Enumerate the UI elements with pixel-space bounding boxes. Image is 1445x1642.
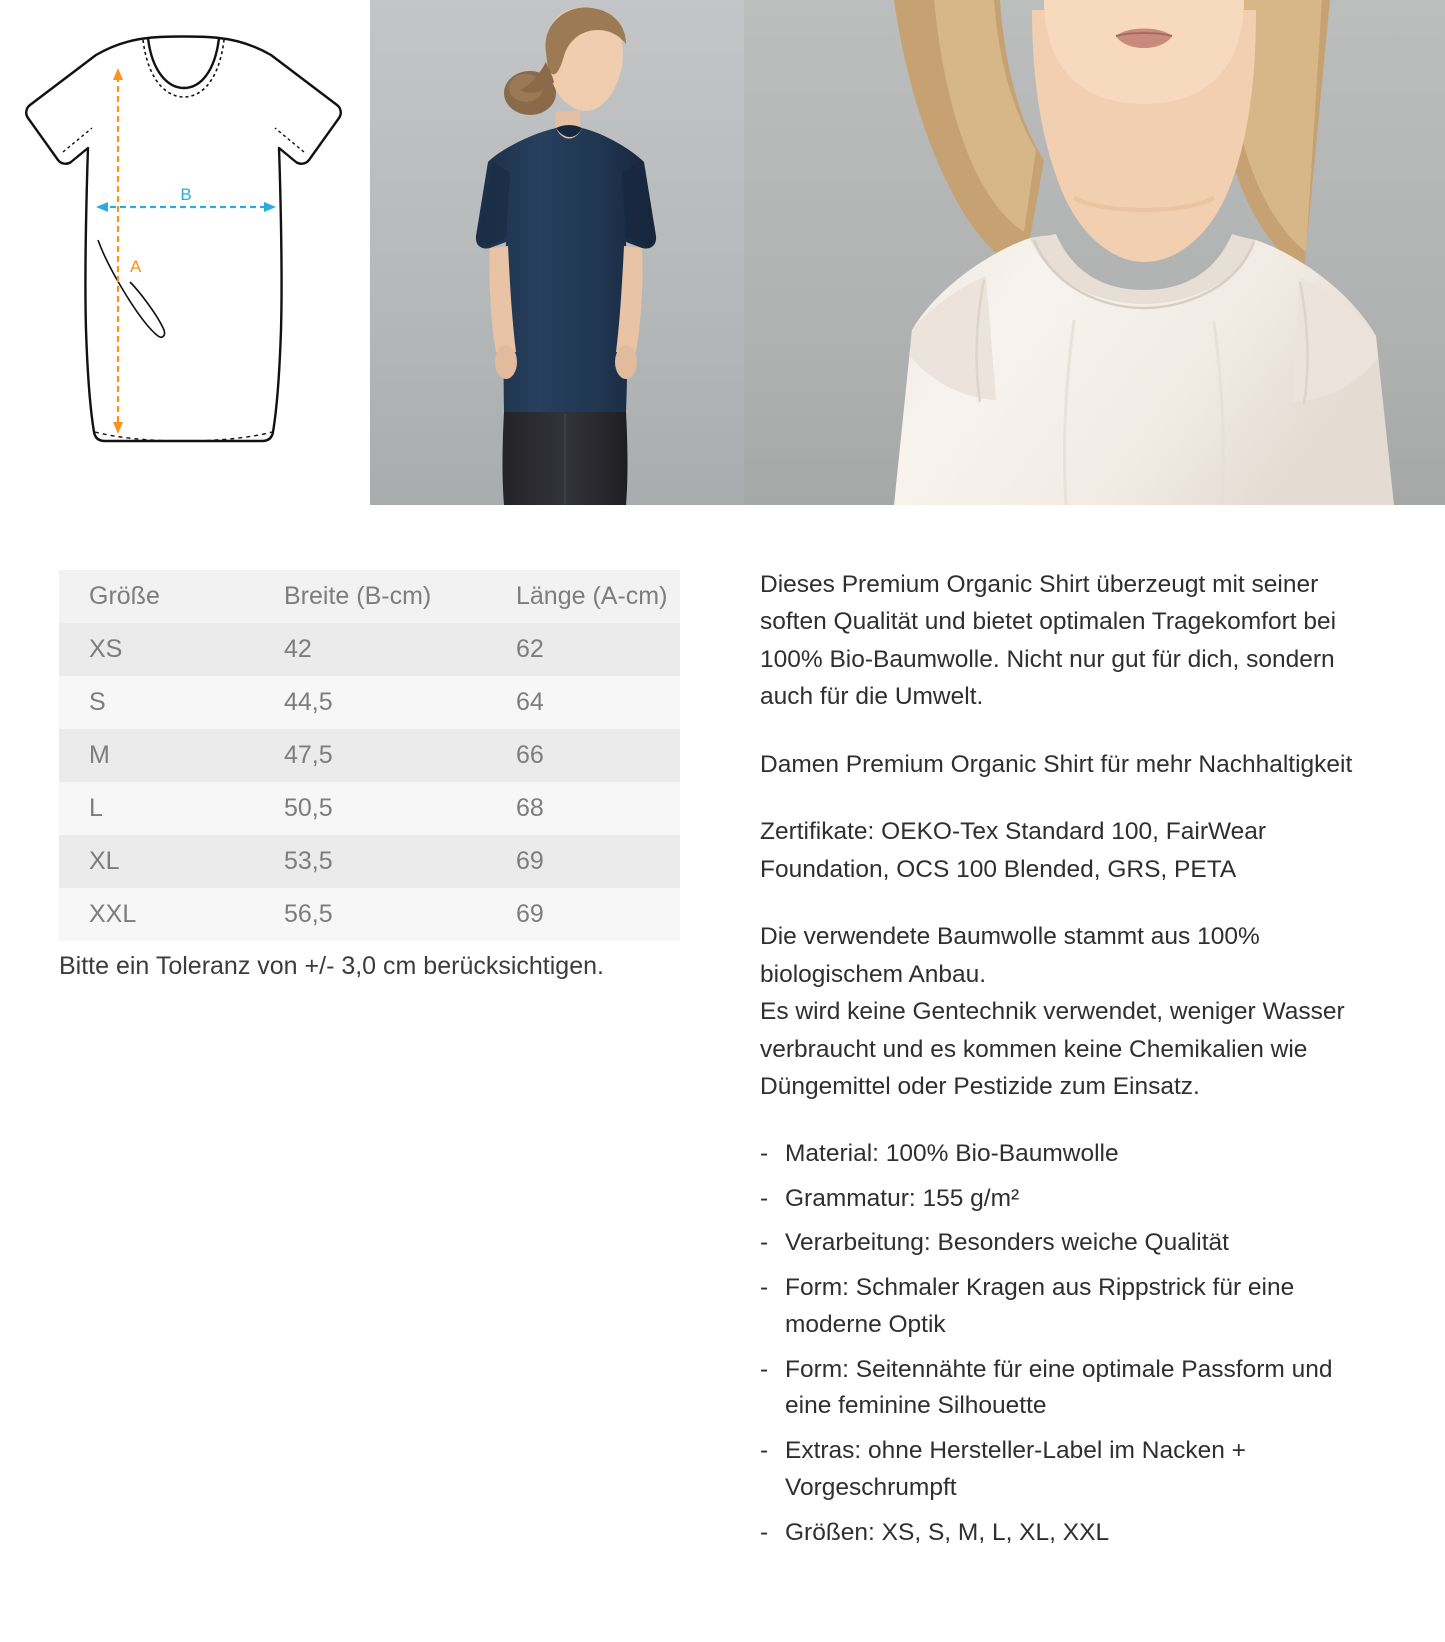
description-intro: Dieses Premium Organic Shirt überzeugt mit seiner soften Qualität und bietet optimalen Tragekomfort bei 100% Bio-Baumwolle. Nicht nur gut für dich, sondern auch für die Umwelt. bbox=[760, 571, 1337, 711]
cell-length: 64 bbox=[516, 688, 544, 716]
cell-width: 56,5 bbox=[284, 900, 333, 928]
shirt-measurement-diagram bbox=[0, 0, 370, 505]
table-row bbox=[59, 729, 680, 782]
list-dash: - bbox=[760, 1139, 769, 1167]
table-row bbox=[59, 782, 680, 835]
cell-width: 53,5 bbox=[284, 847, 333, 875]
cell-width: 47,5 bbox=[284, 741, 333, 769]
description-cotton-process: Es wird keine Gentechnik verwendet, weniger Wasser verbraucht und es kommen keine Chemikalien wie Düngemittel oder Pestizide zum Einsatz. bbox=[760, 998, 1345, 1101]
svg-text:B: B bbox=[180, 185, 192, 204]
feature-list bbox=[760, 1136, 1385, 1552]
column-header-size: Größe bbox=[89, 582, 160, 610]
cell-length: 66 bbox=[516, 741, 544, 769]
product-description bbox=[760, 566, 1385, 1559]
list-item bbox=[760, 1515, 1385, 1552]
cell-size: XL bbox=[89, 847, 120, 875]
list-item-label: Material: 100% Bio-Baumwolle bbox=[785, 1139, 1119, 1167]
cell-length: 68 bbox=[516, 794, 544, 822]
list-item bbox=[760, 1225, 1385, 1262]
table-row bbox=[59, 835, 680, 888]
list-dash: - bbox=[760, 1355, 769, 1383]
cell-size: S bbox=[89, 688, 106, 716]
list-item-label: Extras: ohne Hersteller-Label im Nacken + Vorgeschrumpft bbox=[785, 1437, 1246, 1501]
model-front-closeup-photo bbox=[744, 0, 1445, 505]
size-chart-table bbox=[59, 570, 680, 941]
table-row bbox=[59, 676, 680, 729]
list-item bbox=[760, 1270, 1385, 1344]
list-item-label: Form: Seitennähte für eine optimale Passform und eine feminine Silhouette bbox=[785, 1355, 1333, 1420]
list-dash: - bbox=[760, 1274, 769, 1302]
column-header-length: Länge (A-cm) bbox=[516, 582, 668, 610]
cell-length: 69 bbox=[516, 900, 544, 928]
cell-size: M bbox=[89, 741, 110, 769]
cell-width: 44,5 bbox=[284, 688, 333, 716]
table-row bbox=[59, 888, 680, 941]
list-item bbox=[760, 1352, 1385, 1426]
description-cotton-origin: Die verwendete Baumwolle stammt aus 100% biologischem Anbau. bbox=[760, 923, 1260, 988]
list-item-label: Verarbeitung: Besonders weiche Qualität bbox=[785, 1229, 1229, 1257]
cell-size: L bbox=[89, 794, 103, 822]
table-row bbox=[59, 623, 680, 676]
list-item bbox=[760, 1181, 1385, 1218]
cell-length: 62 bbox=[516, 635, 544, 663]
list-dash: - bbox=[760, 1518, 769, 1546]
list-item-label: Größen: XS, S, M, L, XL, XXL bbox=[785, 1518, 1110, 1546]
table-header-row bbox=[59, 570, 680, 623]
list-item-label: Form: Schmaler Kragen aus Rippstrick für eine moderne Optik bbox=[785, 1274, 1295, 1338]
description-certificates: Zertifikate: OEKO-Tex Standard 100, FairWear Foundation, OCS 100 Blended, GRS, PETA bbox=[760, 818, 1267, 883]
list-dash: - bbox=[760, 1184, 769, 1212]
cell-size: XS bbox=[89, 635, 123, 663]
list-item bbox=[760, 1433, 1385, 1507]
list-item-label: Grammatur: 155 g/m² bbox=[785, 1184, 1020, 1212]
tolerance-note: Bitte ein Toleranz von +/- 3,0 cm berücksichtigen. bbox=[59, 952, 604, 980]
model-back-view-photo bbox=[370, 0, 744, 505]
list-dash: - bbox=[760, 1437, 769, 1465]
cell-width: 50,5 bbox=[284, 794, 333, 822]
column-header-width: Breite (B-cm) bbox=[284, 582, 432, 610]
svg-text:A: A bbox=[130, 257, 142, 276]
list-item bbox=[760, 1136, 1385, 1173]
cell-size: XXL bbox=[89, 900, 137, 928]
cell-length: 69 bbox=[516, 847, 544, 875]
description-subtitle: Damen Premium Organic Shirt für mehr Nachhaltigkeit bbox=[760, 750, 1353, 778]
list-dash: - bbox=[760, 1229, 769, 1257]
cell-width: 42 bbox=[284, 635, 312, 663]
product-image-strip bbox=[0, 0, 1445, 505]
